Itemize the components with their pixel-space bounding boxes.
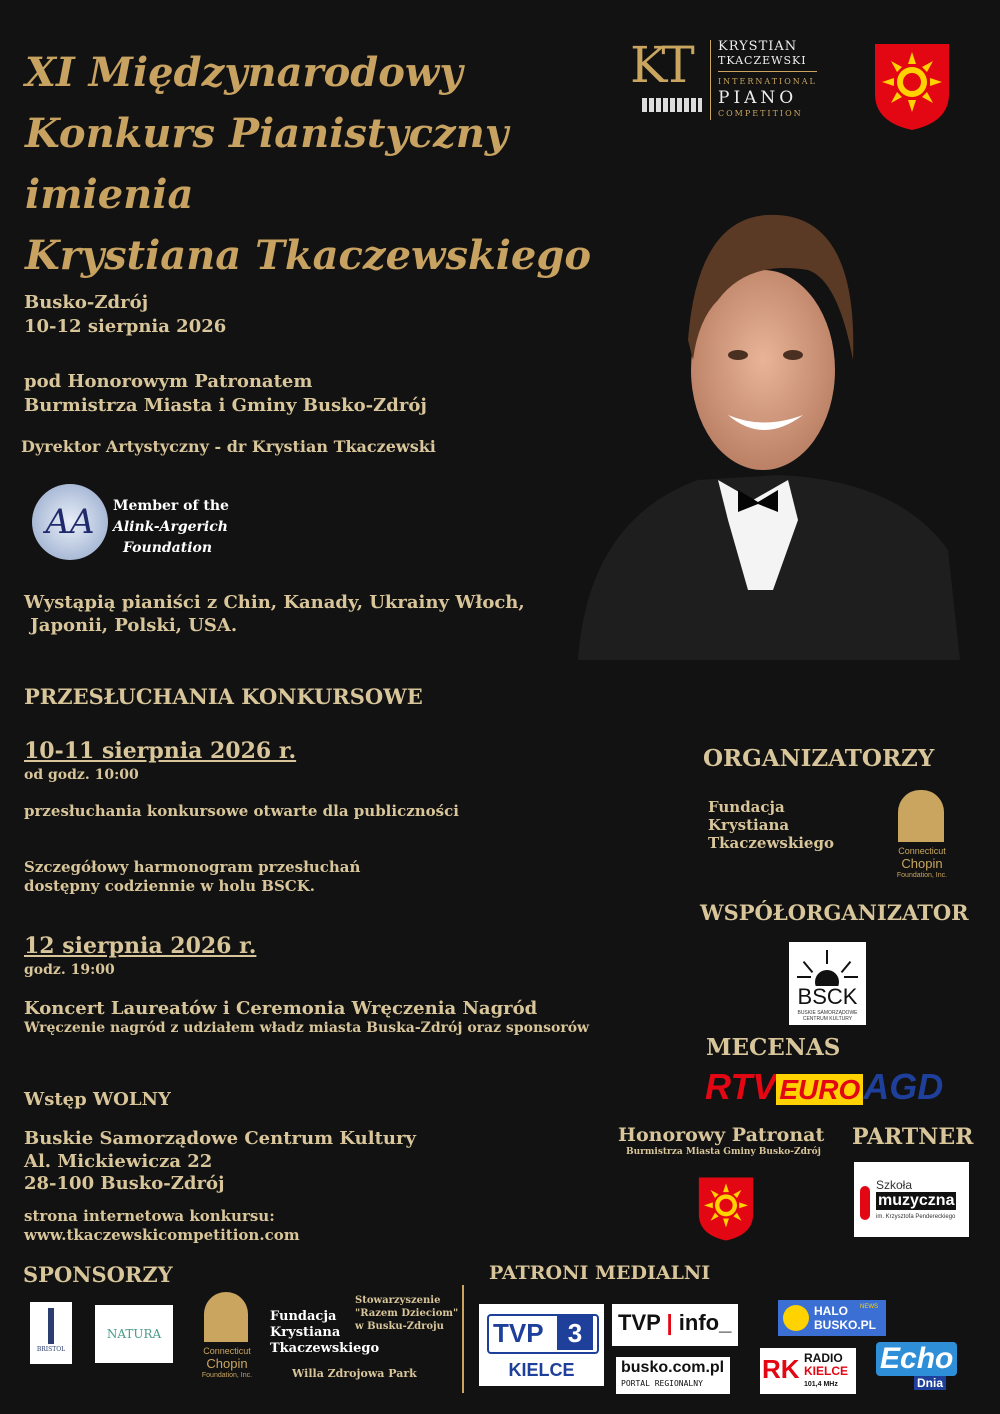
media-header: PATRONI MEDIALNI [489, 1262, 711, 1284]
member-line-1: Member of the [113, 498, 229, 514]
honorary-sub: Burmistrza Miasta Gminy Busko-Zdrój [626, 1147, 821, 1157]
school-line-2: muzyczna [878, 1192, 955, 1209]
sponsor-chopin-line-3: Foundation, Inc. [201, 1372, 253, 1379]
logo-divider [710, 40, 711, 120]
performers-line-2: Japonii, Polski, USA. [24, 615, 238, 636]
organizer-foundation [708, 798, 834, 852]
school-line-3: im. Krzysztofa Pendereckiego [876, 1214, 956, 1220]
busko-portal-text: busko.com.pl [621, 1359, 725, 1376]
piano-icon [898, 790, 944, 842]
portrait-photo [568, 190, 960, 660]
bsck-logo-text: BSCK [797, 984, 858, 1009]
website-label: strona internetowa konkursu: [24, 1207, 275, 1225]
coorganizer-header: WSPÓŁORGANIZATOR [700, 900, 969, 925]
tower-icon [48, 1308, 54, 1344]
busko-portal-logo [616, 1357, 730, 1394]
session-2-time: godz. 19:00 [24, 962, 115, 978]
tvp3-text: TVP [493, 1318, 544, 1348]
session-1-date: 10-11 sierpnia 2026 r. [24, 738, 297, 764]
logo-name-2: TKACZEWSKI [718, 54, 807, 67]
event-place: Busko-Zdrój [24, 292, 149, 313]
bristol-logo [30, 1302, 72, 1364]
title-line-4: Krystiana Tkaczewskiego [25, 232, 591, 279]
connecticut-chopin-logo [892, 790, 952, 885]
halo-text: HALO [814, 1304, 848, 1318]
tvp3-kielce-text: KIELCE [508, 1360, 575, 1380]
sponsor-foundation-line-3: Tkaczewskiego [270, 1341, 380, 1356]
session-2-title: Koncert Laureatów i Ceremonia Wręczenia Nagród [24, 998, 538, 1019]
bristol-text: BRISTOL [36, 1346, 66, 1353]
organizer-line-3: Tkaczewskiego [708, 834, 834, 852]
busko-portal-sub: PORTAL REGIONALNY [621, 1379, 703, 1388]
patron-header: MECENAS [706, 1034, 841, 1061]
sponsors-header: SPONSORZY [23, 1262, 173, 1287]
tvp-info-logo: TVP | info_ [612, 1304, 738, 1346]
website-link[interactable]: www.tkaczewskicompetition.com [24, 1226, 300, 1244]
natura-logo [95, 1305, 173, 1363]
music-school-logo [854, 1162, 969, 1237]
member-line-2: Alink-Argerich [113, 519, 228, 535]
halo-busko-logo [778, 1300, 886, 1336]
rtv-text: RTV [705, 1066, 777, 1107]
performers-line-1: Wystąpią pianiści z Chin, Kanady, Ukrainy Włoch, [24, 592, 525, 613]
logo-name-1: KRYSTIAN [718, 39, 798, 54]
sponsor-association [355, 1294, 458, 1333]
logo-sub-1: INTERNATIONAL [718, 77, 817, 86]
venue-line-2: Al. Mickiewicza 22 [24, 1151, 213, 1172]
bsck-logo [789, 942, 866, 1025]
sun-icon [789, 946, 866, 986]
chopin-line-2: Chopin [901, 856, 943, 871]
honorary-header: Honorowy Patronat [618, 1124, 825, 1146]
schedule-line-2: dostępny codziennie w holu BSCK. [24, 877, 315, 895]
sponsor-foundation-line-2: Krystiana [270, 1325, 341, 1340]
play-icon [783, 1305, 809, 1331]
natura-text: NATURA [106, 1327, 162, 1341]
agd-text: AGD [863, 1066, 944, 1107]
halo-news-text: NEWS [860, 1304, 878, 1310]
radio-kielce-text: KIELCE [804, 1364, 849, 1378]
auditions-header: PRZESŁUCHANIA KONKURSOWE [24, 684, 423, 709]
halo-busko-text: BUSKO.PL [814, 1318, 877, 1332]
sponsor-foundation-line-1: Fundacja [270, 1309, 337, 1324]
venue-line-1: Buskie Samorządowe Centrum Kultury [24, 1128, 416, 1149]
competition-logo-mark: KT [630, 36, 689, 94]
sponsor-chopin-logo [198, 1292, 258, 1382]
poster-title [25, 42, 591, 286]
title-line-1: XI Międzynarodowy [25, 49, 463, 96]
session-1-time: od godz. 10:00 [24, 767, 139, 783]
partner-header: PARTNER [852, 1124, 974, 1150]
sponsor-association-line-2: "Razem Dzieciom" [355, 1308, 459, 1319]
patronage-line-2: Burmistrza Miasta i Gminy Busko-Zdrój [24, 395, 427, 416]
event-dates: 10-12 sierpnia 2026 [24, 316, 227, 337]
chopin-line-3: Foundation, Inc. [896, 872, 948, 879]
dnia-text: Dnia [914, 1376, 946, 1390]
honorary-coat-of-arms-icon [697, 1176, 755, 1246]
euro-text: EURO [776, 1074, 863, 1105]
guitar-icon [860, 1186, 870, 1220]
sponsor-association-line-3: w Busku-Zdroju [355, 1321, 444, 1332]
tvp3-kielce-logo [479, 1304, 604, 1386]
logo-sub-3: COMPETITION [718, 109, 803, 118]
bsck-logo-sub: BUSKIE SAMORZĄDOWE CENTRUM KULTURY [797, 1010, 858, 1022]
radio-text: RADIO [804, 1351, 843, 1365]
alink-argerich-logo-text: AA [45, 502, 95, 542]
tvp3-number: 3 [557, 1316, 593, 1350]
member-line-3: Foundation [123, 540, 213, 556]
schedule-line-1: Szczegółowy harmonogram przesłuchań [24, 858, 361, 876]
sponsor-piano-icon [204, 1292, 248, 1342]
rtv-euro-agd-logo [705, 1068, 943, 1106]
title-line-3: imienia [25, 171, 194, 218]
session-2-description: Wręczenie nagród z udziałem władz miasta Buska-Zdrój oraz sponsorów [24, 1020, 590, 1036]
artistic-director: Dyrektor Artystyczny - dr Krystian Tkaczewski [21, 437, 436, 456]
patronage-line-1: pod Honorowym Patronatem [24, 371, 313, 392]
sponsor-willa: Willa Zdrojowa Park [292, 1367, 417, 1380]
organizer-line-1: Fundacja [708, 798, 785, 816]
radio-freq-text: 101,4 MHz [804, 1381, 838, 1388]
entry-free: Wstęp WOLNY [24, 1089, 171, 1110]
organizer-line-2: Krystiana [708, 816, 790, 834]
session-1-description: przesłuchania konkursowe otwarte dla publiczności [24, 802, 459, 820]
session-2-date: 12 sierpnia 2026 r. [24, 933, 257, 959]
rk-text: RK [762, 1354, 800, 1384]
sponsor-chopin-line-2: Chopin [206, 1356, 248, 1371]
logo-sub-2: PIANO [718, 88, 798, 108]
venue-line-3: 28-100 Busko-Zdrój [24, 1173, 225, 1194]
sponsor-association-line-1: Stowarzyszenie [355, 1295, 441, 1306]
echo-dnia-logo [876, 1342, 952, 1394]
alink-argerich-logo [32, 484, 108, 560]
organizers-header: ORGANIZATORZY [703, 745, 935, 772]
tvp-info-b: info_ [678, 1310, 732, 1335]
chopin-line-1: Connecticut [898, 846, 946, 856]
competition-logo [630, 34, 820, 124]
radio-kielce-logo [760, 1348, 856, 1394]
city-coat-of-arms-icon [873, 42, 951, 136]
sponsor-chopin-line-1: Connecticut [203, 1346, 251, 1356]
tvp-info-a: TVP [618, 1310, 661, 1335]
sponsors-divider [462, 1285, 464, 1393]
school-line-1: Szkoła [876, 1178, 913, 1192]
title-line-2: Konkurs Pianistyczny [25, 110, 509, 157]
echo-text: Echo [876, 1342, 957, 1376]
piano-keys-icon [642, 98, 702, 112]
